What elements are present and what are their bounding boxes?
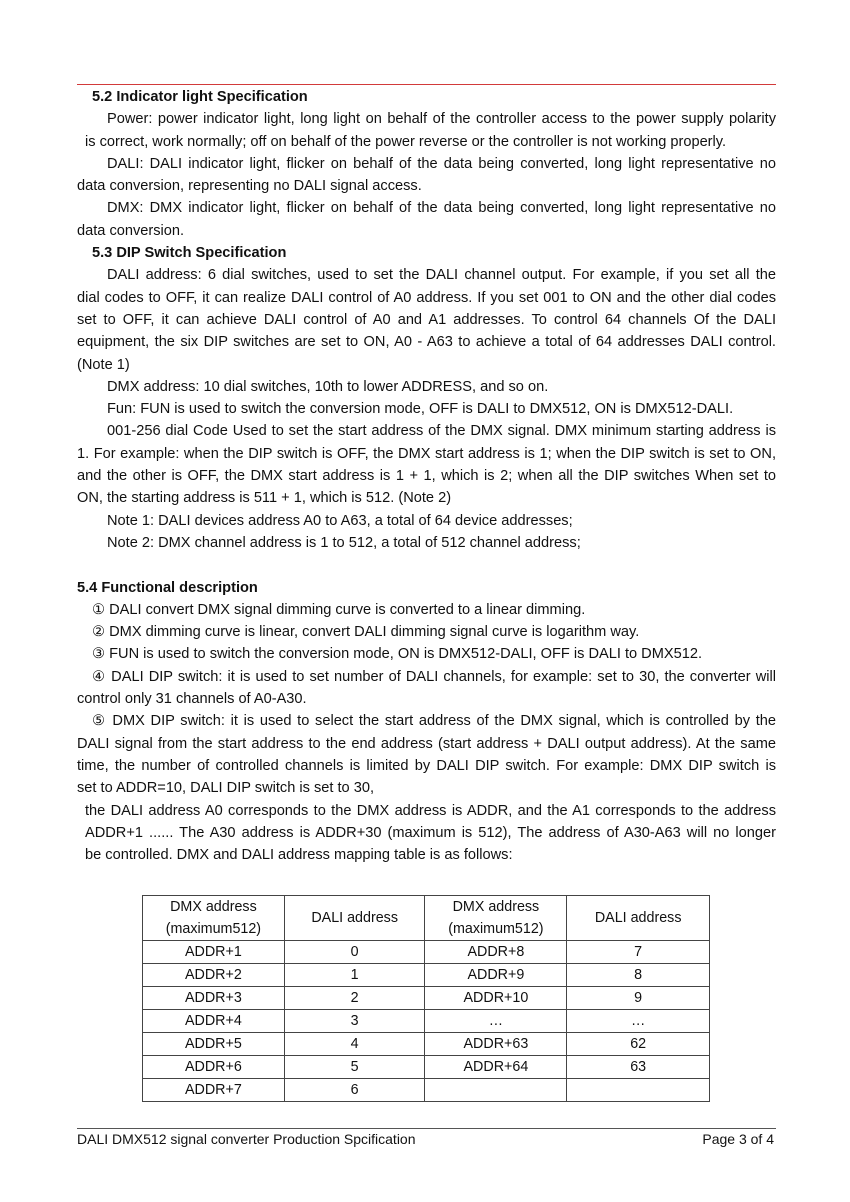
table-header-row [143, 896, 710, 941]
table-cell: 6 [284, 1079, 425, 1102]
table-cell: ADDR+3 [143, 987, 285, 1010]
table-cell: 1 [284, 964, 425, 987]
table-cell: ADDR+9 [425, 964, 567, 987]
paragraph-line: and the other is OFF, the DMX start address is 1 + 1, which is 2; when all the DIP switches When set to [77, 468, 776, 485]
table-row [143, 987, 710, 1010]
table-row [143, 1010, 710, 1033]
table-cell: 62 [567, 1033, 710, 1056]
table-cell: 8 [567, 964, 710, 987]
header-dali-address: DALI address [567, 896, 710, 941]
table-row [143, 1056, 710, 1079]
paragraph-line: ON, the starting address is 511 + 1, which is 512. (Note 2) [77, 490, 452, 507]
paragraph-line: is correct, work normally; off on behalf of the power reverse or the controller is not working properly. [85, 133, 727, 150]
table-cell: ADDR+1 [143, 941, 285, 964]
paragraph-line: DALI signal from the start address to the end address (start address + DALI output address). At the same [77, 735, 776, 752]
paragraph-line: Power: power indicator light, long light on behalf of the controller access to the power supply polarity [107, 111, 776, 128]
paragraph-line: be controlled. DMX and DALI address mapping table is as follows: [85, 847, 513, 864]
footer-document-title: DALI DMX512 signal converter Production Spcification [77, 1131, 416, 1147]
paragraph-line: 1. For example: when the DIP switch is OFF, the DMX start address is 1; when the DIP switch is set to ON, [77, 445, 776, 462]
paragraph-line: DALI: DALI indicator light, flicker on behalf of the data being converted, long light representative no [107, 155, 776, 172]
paragraph-line: ADDR+1 ...... The A30 address is ADDR+30 (maximum is 512), The address of A30-A63 will no longer [85, 824, 776, 841]
footer-rule [77, 1128, 776, 1129]
table-row [143, 1033, 710, 1056]
table-cell: … [425, 1010, 567, 1033]
paragraph-line: DMX address: 10 dial switches, 10th to lower ADDRESS, and so on. [107, 378, 549, 395]
section-heading-5-4: 5.4 Functional description [77, 579, 258, 596]
table-cell: 7 [567, 941, 710, 964]
paragraph-line: data conversion. [77, 222, 185, 239]
paragraph-line: data conversion, representing no DALI signal access. [77, 178, 422, 195]
table-cell [425, 1079, 567, 1102]
paragraph-line: set to ADDR=10, DALI DIP switch is set to 30, [77, 780, 375, 797]
paragraph-line: DMX: DMX indicator light, flicker on behalf of the data being converted, long light representative no [107, 200, 776, 217]
table-cell: ADDR+64 [425, 1056, 567, 1079]
header-dmx-address: DMX address (maximum512) [425, 896, 567, 941]
header-dali-address: DALI address [284, 896, 425, 941]
table-row [143, 964, 710, 987]
table-cell: ADDR+2 [143, 964, 285, 987]
note-line: Note 1: DALI devices address A0 to A63, a total of 64 device addresses; [107, 512, 573, 529]
list-item: ⑤ DMX DIP switch: it is used to select the start address of the DMX signal, which is controlled by the [92, 713, 776, 730]
table-cell: ADDR+5 [143, 1033, 285, 1056]
paragraph-line: 001-256 dial Code Used to set the start address of the DMX signal. DMX minimum starting address is [107, 423, 776, 440]
paragraph-line: dial codes to OFF, it can realize DALI control of A0 address. If you set 001 to ON and the other dial codes [77, 289, 776, 306]
table-cell: ADDR+63 [425, 1033, 567, 1056]
paragraph-line: the DALI address A0 corresponds to the DMX address is ADDR, and the A1 corresponds to the address [85, 802, 776, 819]
table-cell: ADDR+4 [143, 1010, 285, 1033]
table-cell: 63 [567, 1056, 710, 1079]
note-line: Note 2: DMX channel address is 1 to 512, a total of 512 channel address; [107, 534, 581, 551]
table-cell: ADDR+10 [425, 987, 567, 1010]
table-cell: 2 [284, 987, 425, 1010]
table-cell: … [567, 1010, 710, 1033]
list-item: ① DALI convert DMX signal dimming curve is converted to a linear dimming. [92, 601, 586, 618]
table-cell: ADDR+6 [143, 1056, 285, 1079]
paragraph-line: DALI address: 6 dial switches, used to set the DALI channel output. For example, if you set all the [107, 267, 776, 284]
table-cell: ADDR+7 [143, 1079, 285, 1102]
paragraph-line: set to OFF, it can achieve DALI control of A0 and A1 addresses. To control 64 channels Of the DALI [77, 311, 776, 328]
page-content [77, 86, 776, 866]
list-item: ② DMX dimming curve is linear, convert DALI dimming signal curve is logarithm way. [92, 624, 640, 641]
table-cell: 4 [284, 1033, 425, 1056]
address-mapping-table [142, 895, 710, 1102]
paragraph-line: time, the number of controlled channels is limited by DALI DIP switch. For example: DMX DIP switch is [77, 757, 776, 774]
table-cell: 0 [284, 941, 425, 964]
section-heading-5-3: 5.3 DIP Switch Specification [92, 245, 287, 262]
table-cell: 5 [284, 1056, 425, 1079]
list-item: ③ FUN is used to switch the conversion mode, ON is DMX512-DALI, OFF is DALI to DMX512. [92, 646, 703, 663]
table-row [143, 941, 710, 964]
list-item: ④ DALI DIP switch: it is used to set number of DALI channels, for example: set to 30, the converter will [92, 668, 776, 685]
table-cell: ADDR+8 [425, 941, 567, 964]
table-row [143, 1079, 710, 1102]
header-rule [77, 84, 776, 85]
paragraph-line: equipment, the six DIP switches are set to ON, A0 - A63 to achieve a total of 64 addresses DALI control. [77, 334, 776, 351]
table-cell: 3 [284, 1010, 425, 1033]
paragraph-line: (Note 1) [77, 356, 130, 373]
footer-page-number: Page 3 of 4 [702, 1131, 774, 1147]
section-heading-5-2: 5.2 Indicator light Specification [92, 89, 308, 105]
table-cell [567, 1079, 710, 1102]
table-cell: 9 [567, 987, 710, 1010]
header-dmx-address: DMX address (maximum512) [143, 896, 285, 941]
paragraph-line: control only 31 channels of A0-A30. [77, 691, 307, 708]
paragraph-line: Fun: FUN is used to switch the conversion mode, OFF is DALI to DMX512, ON is DMX512-DALI. [107, 401, 734, 418]
